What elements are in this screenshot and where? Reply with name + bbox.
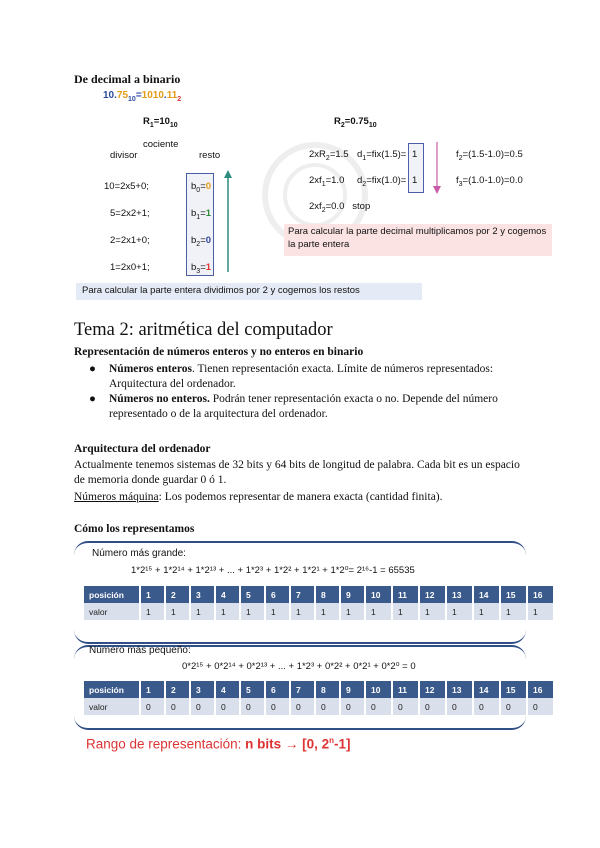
table-cell: 5	[240, 681, 265, 698]
read-up-arrow-icon	[222, 170, 234, 274]
mult-row: $2xf_1=1.0$	[309, 175, 345, 188]
numeros-maquina: Números máquina: Los podemos representar de manera exacta (cantidad finita).	[74, 491, 443, 503]
table-cell: 0	[365, 698, 392, 715]
table-cell: 3	[190, 586, 215, 603]
table-cell: 1	[340, 603, 365, 620]
max-formula: 1*2¹⁵ + 1*2¹⁴ + 1*2¹³ + ... + 1*2³ + 1*2² + 1*2¹ + 1*2⁰= 2¹⁶-1 = 65535	[131, 565, 415, 576]
divisor-label: divisor	[110, 150, 138, 161]
mult-digit: $d_2=fix(1.0)=$	[357, 175, 407, 188]
cociente-label: cociente	[143, 139, 179, 150]
table-cell: 0	[473, 698, 500, 715]
table-cell: 1	[527, 603, 554, 620]
table-cell: 1	[165, 603, 190, 620]
table-cell: 4	[215, 681, 240, 698]
table-cell: 7	[290, 681, 315, 698]
remainder-bit: $b_2=0$	[191, 235, 212, 248]
division-row: 5=2x2+1;	[110, 208, 150, 219]
table-header-row	[84, 681, 554, 698]
table-cell: 11	[392, 586, 419, 603]
table-cell: 0	[419, 698, 446, 715]
remainder-bit: $b_0=0$	[191, 181, 212, 194]
table-cell: 0	[446, 698, 473, 715]
mult-fraction: $f_3=(1.0-1.0)=0.0$	[456, 175, 523, 188]
table-cell: 0	[315, 698, 340, 715]
mult-row: $2xR_2=1.5$	[309, 149, 349, 162]
table-cell: 12	[419, 681, 446, 698]
table-cell: 0	[290, 698, 315, 715]
division-row: 2=2x1+0;	[110, 235, 150, 246]
table-cell: 15	[500, 681, 527, 698]
table-cell: 3	[190, 681, 215, 698]
table-cell: 14	[473, 586, 500, 603]
table-cell: 0	[165, 698, 190, 715]
remainder-bit: $b_1=1$	[191, 208, 212, 221]
division-row: 10=2x5+0;	[104, 181, 149, 192]
bracket-bottom	[74, 716, 526, 730]
table-cell: 13	[446, 586, 473, 603]
min-label: Número más pequeño:	[89, 645, 191, 656]
table-cell: 14	[473, 681, 500, 698]
table-cell: 16	[527, 681, 554, 698]
division-row: 1=2x0+1;	[110, 262, 150, 273]
table-cell: 1	[365, 603, 392, 620]
resto-label: resto	[199, 150, 221, 161]
table-cell: posición	[84, 586, 140, 603]
table-cell: 12	[419, 586, 446, 603]
bullet-item: ● Números no enteros. Podrán tener representación exacta o no. Depende del número representado o de la arquitectura del ordenador.	[89, 393, 498, 420]
r2-label: $R_2=0.75_{10}$	[334, 116, 377, 129]
table-cell: 1	[190, 603, 215, 620]
bullet-dot-icon: ●	[89, 363, 96, 375]
table-cell: 2	[165, 681, 190, 698]
table-row	[84, 698, 554, 715]
table-cell: 1	[240, 603, 265, 620]
table-cell: 0	[265, 698, 290, 715]
table-cell: 0	[190, 698, 215, 715]
table-cell: 0	[527, 698, 554, 715]
table-cell: 7	[290, 586, 315, 603]
table-cell: 0	[340, 698, 365, 715]
table-cell: 6	[265, 586, 290, 603]
mult-digit: $d_1=fix(1.5)=$	[357, 149, 407, 162]
table-cell: 1	[290, 603, 315, 620]
remainder-bit: $b_3=1$	[191, 262, 212, 275]
table-cell: 1	[419, 603, 446, 620]
table-cell: 1	[140, 586, 165, 603]
table-cell: 13	[446, 681, 473, 698]
integer-digit: 1	[412, 149, 418, 160]
table-cell: 11	[392, 681, 419, 698]
mult-row-stop: $2xf_2=0.0$ stop	[309, 201, 371, 214]
table-cell: 0	[215, 698, 240, 715]
table-cell: 16	[527, 586, 554, 603]
example-conversion: $10.75_{10}=1010.11_2$	[103, 90, 182, 103]
table-cell: 8	[315, 586, 340, 603]
table-cell: 9	[340, 586, 365, 603]
table-cell: 8	[315, 681, 340, 698]
bullet-dot-icon: ●	[89, 393, 96, 405]
bullet-item: ● Números enteros. Tienen representación exacta. Límite de números representados: Arquitectura del ordenador.	[89, 363, 494, 390]
table-cell: 2	[165, 586, 190, 603]
page-title: Tema 2: aritmética del computador	[74, 320, 333, 340]
min-table	[84, 681, 555, 715]
table-cell: 1	[500, 603, 527, 620]
note-fraction: Para calcular la parte decimal multiplicamos por 2 y cogemos la parte entera	[284, 224, 552, 256]
min-formula: 0*2¹⁵ + 0*2¹⁴ + 0*2¹³ + ... + 1*2³ + 0*2² + 0*2¹ + 0*2⁰ = 0	[182, 661, 416, 672]
table-cell: 0	[140, 698, 165, 715]
table-cell: 1	[140, 603, 165, 620]
table-cell: 1	[392, 603, 419, 620]
mult-fraction: $f_2=(1.5-1.0)=0.5$	[456, 149, 523, 162]
table-cell: posición	[84, 681, 140, 698]
max-label: Número más grande:	[92, 548, 186, 559]
note-integer: Para calcular la parte entera dividimos por 2 y cogemos los restos	[76, 283, 422, 300]
bullet-list	[80, 362, 520, 422]
table-cell: 1	[265, 603, 290, 620]
table-cell: 0	[500, 698, 527, 715]
table-cell: 9	[340, 681, 365, 698]
subtitle: Representación de números enteros y no enteros en binario	[74, 346, 364, 358]
bracket-mid	[74, 630, 526, 644]
table-cell: 1	[446, 603, 473, 620]
table-cell: valor	[84, 698, 140, 715]
range-representation: Rango de representación: n bits → [0, 2$^n$-1]	[86, 736, 351, 752]
table-cell: 1	[140, 681, 165, 698]
section-title-decimal-binario: De decimal a binario	[74, 72, 181, 86]
table-cell: 1	[215, 603, 240, 620]
table-cell: 5	[240, 586, 265, 603]
como-title: Cómo los representamos	[74, 523, 195, 535]
table-cell: 4	[215, 586, 240, 603]
arch-text: Actualmente tenemos sistemas de 32 bits y 64 bits de longitud de palabra. Cada bit es un espacio de memoria donde guardar 0 ó 1.	[74, 459, 520, 486]
max-table	[84, 586, 555, 620]
table-cell: 0	[392, 698, 419, 715]
table-row	[84, 603, 554, 620]
read-down-arrow-icon	[432, 142, 442, 194]
table-cell: 1	[473, 603, 500, 620]
table-cell: 10	[365, 681, 392, 698]
table-cell: 1	[315, 603, 340, 620]
table-cell: 0	[240, 698, 265, 715]
integer-digit: 1	[412, 175, 418, 186]
table-cell: 10	[365, 586, 392, 603]
arch-title: Arquitectura del ordenador	[74, 443, 211, 455]
r1-label: $R_1=10_{10}$	[143, 116, 178, 129]
table-cell: 15	[500, 586, 527, 603]
table-header-row	[84, 586, 554, 603]
table-cell: 6	[265, 681, 290, 698]
table-cell: valor	[84, 603, 140, 620]
